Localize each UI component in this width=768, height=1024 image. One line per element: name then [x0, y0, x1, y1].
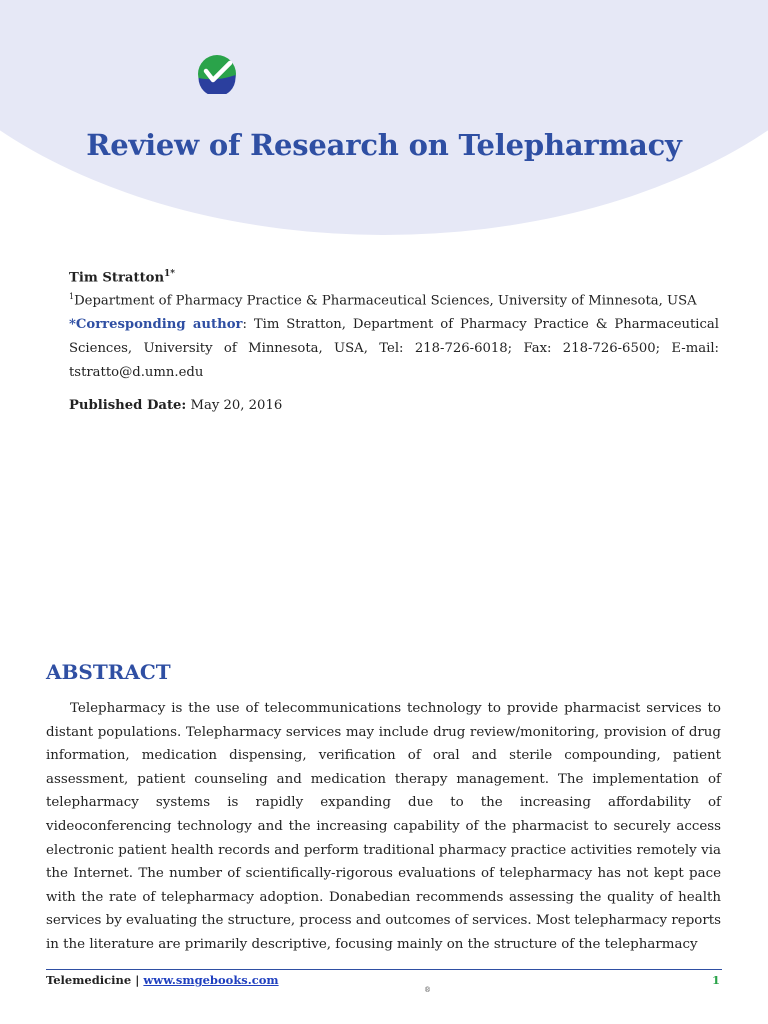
author-mark: 1* — [164, 269, 176, 279]
abstract-heading: ABSTRACT — [46, 660, 171, 684]
page-title: Review of Research on Telepharmacy — [86, 128, 682, 162]
corresponding-author — [69, 313, 719, 385]
corresponding-author-text: : Tim Stratton, Department of Pharmacy Practice & Pharmaceutical Sciences, University of Minnesota, USA, Tel: 218-726-6018; Fax: 218-726-6500; E-mail: tstratto@d.umn.edu — [69, 317, 719, 380]
published-date-value: May 20, 2016 — [186, 398, 283, 413]
footer-journal-name: Telemedicine — [46, 973, 132, 987]
registered-mark: ® — [424, 986, 431, 994]
footer-website-link[interactable]: www.smgebooks.com — [143, 973, 279, 987]
footer-separator: | — [131, 973, 144, 987]
affiliation-number: 1 — [69, 292, 75, 301]
published-date — [69, 394, 719, 418]
author-name-text: Tim Stratton — [69, 270, 165, 286]
checkmark-circle-logo-icon — [197, 54, 237, 94]
footer-journal — [46, 973, 279, 987]
footer-rule — [46, 969, 722, 970]
abstract-text: Telepharmacy is the use of telecommunications technology to provide pharmacist services to distant populations. Telepharmacy services may include drug review/monitoring, provision of drug information, medication dispensing, verification of oral and sterile compounding, patient assessment, patient counseling and medication therapy management. The implementation of telepharmacy systems is rapidly expanding due to the increasing affordability of videoconferencing technology and the increasing capability of the pharmacist to securely access electronic patient health records and perform traditional pharmacy practice activities remotely via the Internet. The number of scientifically-rigorous evaluations of telepharmacy has not kept pace with the rate of telepharmacy adoption. Donabedian recommends assessing the quality of health services by evaluating the structure, process and outcomes of services. Most telepharmacy reports in the literature are primarily descriptive, focusing mainly on the structure of the telepharmacy — [46, 701, 721, 952]
page-number: 1 — [711, 973, 720, 987]
corresponding-author-label: *Corresponding author — [69, 317, 243, 332]
affiliation-text: Department of Pharmacy Practice & Pharmaceutical Sciences, University of Minnesota, USA — [74, 293, 697, 309]
header-band — [0, 0, 768, 235]
published-date-label: Published Date: — [69, 398, 187, 413]
author-affiliation — [69, 285, 719, 313]
